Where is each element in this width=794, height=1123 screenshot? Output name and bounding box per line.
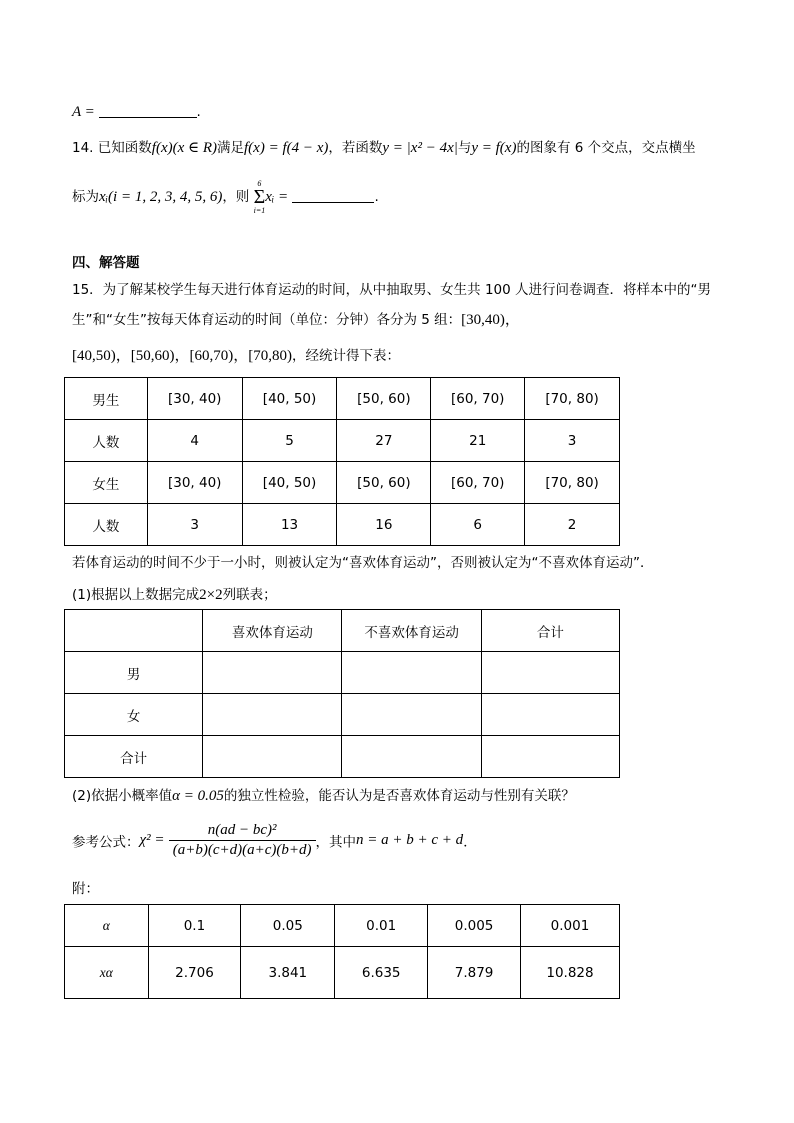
- data-table-cell: 2: [525, 504, 620, 546]
- data-table-row: [65, 420, 620, 462]
- q14-line-1: [72, 137, 696, 159]
- q14-text-5: 的图象有 6 个交点，交点横坐: [516, 140, 696, 156]
- contingency-empty-cell[interactable]: [481, 736, 619, 778]
- q15-intro-2: [72, 309, 520, 331]
- reference-x-value: 10.828: [521, 947, 620, 999]
- q14-sum-body: xᵢ =: [265, 189, 289, 205]
- data-table-cell: [60, 70): [431, 462, 525, 504]
- section-title: 四、解答题: [72, 255, 140, 271]
- q15-rule-text: 若体育运动的时间不少于一小时，则被认定为“喜欢体育运动”，否则被认定为“不喜欢体育运动”．: [72, 555, 654, 571]
- data-table-row: [65, 378, 620, 420]
- reference-x-row: [65, 947, 620, 999]
- contingency-row: [65, 736, 620, 778]
- data-table-cell: 5: [242, 420, 337, 462]
- data-table-row-label: 人数: [65, 504, 148, 546]
- q14-text-2: 满足: [217, 140, 245, 156]
- reference-alpha-value: 0.001: [521, 905, 620, 947]
- reference-alpha-label: α: [65, 905, 149, 947]
- appendix-label: 附：: [72, 881, 99, 897]
- q14-sum-sign: 6 Σ i=1: [253, 179, 266, 215]
- contingency-empty-cell[interactable]: [203, 736, 342, 778]
- data-table-cell: 27: [337, 420, 431, 462]
- data-table-row: [65, 504, 620, 546]
- contingency-table: [64, 609, 620, 778]
- q14-text-7: ，则: [222, 189, 250, 205]
- data-table-cell: 21: [431, 420, 525, 462]
- q13-answer-line: [72, 101, 201, 123]
- reference-table: [64, 904, 620, 999]
- q14-answer-blank[interactable]: [292, 202, 374, 203]
- data-table-cell: [40, 50): [242, 378, 337, 420]
- contingency-empty-cell[interactable]: [342, 652, 481, 694]
- q15-part1: [72, 584, 277, 606]
- formula-denominator: (a+b)(c+d)(a+c)(b+d): [172, 842, 312, 858]
- formula-numerator: n(ad − bc)²: [169, 822, 316, 841]
- q13-prefix: A =: [72, 104, 99, 120]
- q15-intro-3-tail: ，经统计得下表：: [291, 348, 400, 364]
- reference-x-value: 2.706: [148, 947, 241, 999]
- contingency-row-label: 合计: [65, 736, 203, 778]
- formula-end: ．: [463, 834, 477, 851]
- data-table-cell: 6: [431, 504, 525, 546]
- formula-fraction: [169, 822, 316, 859]
- contingency-header-cell: 喜欢体育运动: [203, 610, 342, 652]
- reference-alpha-value: 0.05: [241, 905, 335, 947]
- reference-alpha-value: 0.01: [335, 905, 428, 947]
- q15-formula: [72, 822, 477, 859]
- q14-sum-lower: i=1: [253, 206, 266, 215]
- data-table-cell: [60, 70): [431, 378, 525, 420]
- data-table-cell: [50, 60): [337, 462, 431, 504]
- formula-n: n = a + b + c + d: [356, 832, 464, 848]
- contingency-row: [65, 694, 620, 736]
- contingency-header-cell: 合计: [481, 610, 619, 652]
- data-table-row: [65, 462, 620, 504]
- data-table-cell: [50, 60): [337, 378, 431, 420]
- q14-text-6: 标为: [72, 189, 99, 205]
- q14-text-3: ，若函数: [328, 140, 383, 156]
- contingency-empty-cell[interactable]: [203, 694, 342, 736]
- q15-part1-math: 2×2: [199, 587, 223, 603]
- q14-text-8: .: [374, 189, 379, 205]
- data-table: [64, 377, 620, 546]
- data-table-cell: [30, 40): [147, 462, 242, 504]
- q15-intro-2-text: 生”和“女生”按每天体育运动的时间（单位：分钟）各分为 5 组：: [72, 312, 462, 328]
- formula-mid: ，其中: [315, 834, 357, 851]
- q14-y-def: y = |x² − 4x|: [382, 140, 458, 156]
- formula-lhs: χ² =: [139, 832, 165, 848]
- q14-equation: f(x) = f(4 − x): [244, 140, 329, 156]
- contingency-row-label: 男: [65, 652, 203, 694]
- contingency-header-cell: 不喜欢体育运动: [342, 610, 481, 652]
- data-table-cell: 3: [525, 420, 620, 462]
- data-table-row-label: 人数: [65, 420, 148, 462]
- q15-intro-1: 15．为了解某校学生每天进行体育运动的时间，从中抽取男、女生共 100 人进行问卷调查．将样本中的“男: [72, 282, 712, 298]
- reference-x-value: 7.879: [428, 947, 521, 999]
- q15-part1-suffix: 列联表；: [222, 587, 277, 603]
- q15-part2-suffix: 的独立性检验，能否认为是否喜欢体育运动与性别有关联？: [223, 788, 575, 804]
- data-table-cell: [30, 40): [147, 378, 242, 420]
- q14-line-2: [72, 179, 379, 215]
- data-table-cell: 4: [147, 420, 242, 462]
- reference-alpha-value: 0.005: [428, 905, 521, 947]
- contingency-header-row: [65, 610, 620, 652]
- q14-y-f: y = f(x): [471, 140, 517, 156]
- data-table-cell: 3: [147, 504, 242, 546]
- q14-xi: xᵢ(i = 1, 2, 3, 4, 5, 6): [99, 189, 223, 205]
- contingency-header-cell: [65, 610, 203, 652]
- contingency-empty-cell[interactable]: [342, 694, 481, 736]
- q15-part1-prefix: (1)根据以上数据完成: [72, 587, 200, 603]
- data-table-cell: [40, 50): [242, 462, 337, 504]
- data-table-cell: 16: [337, 504, 431, 546]
- q15-part2-math: α = 0.05: [172, 788, 224, 804]
- q13-answer-blank[interactable]: [99, 117, 197, 118]
- q14-text-1: 已知函数: [97, 140, 152, 156]
- contingency-empty-cell[interactable]: [481, 652, 619, 694]
- q14-text-4: 与: [457, 140, 472, 156]
- reference-alpha-row: [65, 905, 620, 947]
- reference-alpha-value: 0.1: [148, 905, 241, 947]
- contingency-row: [65, 652, 620, 694]
- data-table-row-label: 女生: [65, 462, 148, 504]
- q14-number: 14.: [72, 140, 94, 156]
- contingency-row-label: 女: [65, 694, 203, 736]
- formula-label: 参考公式：: [72, 834, 140, 851]
- q15-intro-3: [72, 345, 400, 367]
- q15-part2-prefix: (2)依据小概率值: [72, 788, 173, 804]
- data-table-cell: [70, 80): [525, 462, 620, 504]
- q13-suffix: .: [196, 104, 201, 120]
- data-table-cell: 13: [242, 504, 337, 546]
- q14-sum-upper: 6: [257, 179, 262, 188]
- q14-function-def: f(x)(x ∈ R): [151, 140, 218, 156]
- contingency-empty-cell[interactable]: [203, 652, 342, 694]
- data-table-row-label: 男生: [65, 378, 148, 420]
- data-table-cell: [70, 80): [525, 378, 620, 420]
- reference-x-value: 6.635: [335, 947, 428, 999]
- contingency-empty-cell[interactable]: [342, 736, 481, 778]
- reference-x-label: xα: [65, 947, 149, 999]
- q15-groups: [40,50)，[50,60)，[60,70)，[70,80): [72, 348, 292, 364]
- q15-group-first: [30,40)，: [461, 312, 520, 328]
- reference-x-value: 3.841: [241, 947, 335, 999]
- q15-part2: [72, 785, 575, 807]
- contingency-empty-cell[interactable]: [481, 694, 619, 736]
